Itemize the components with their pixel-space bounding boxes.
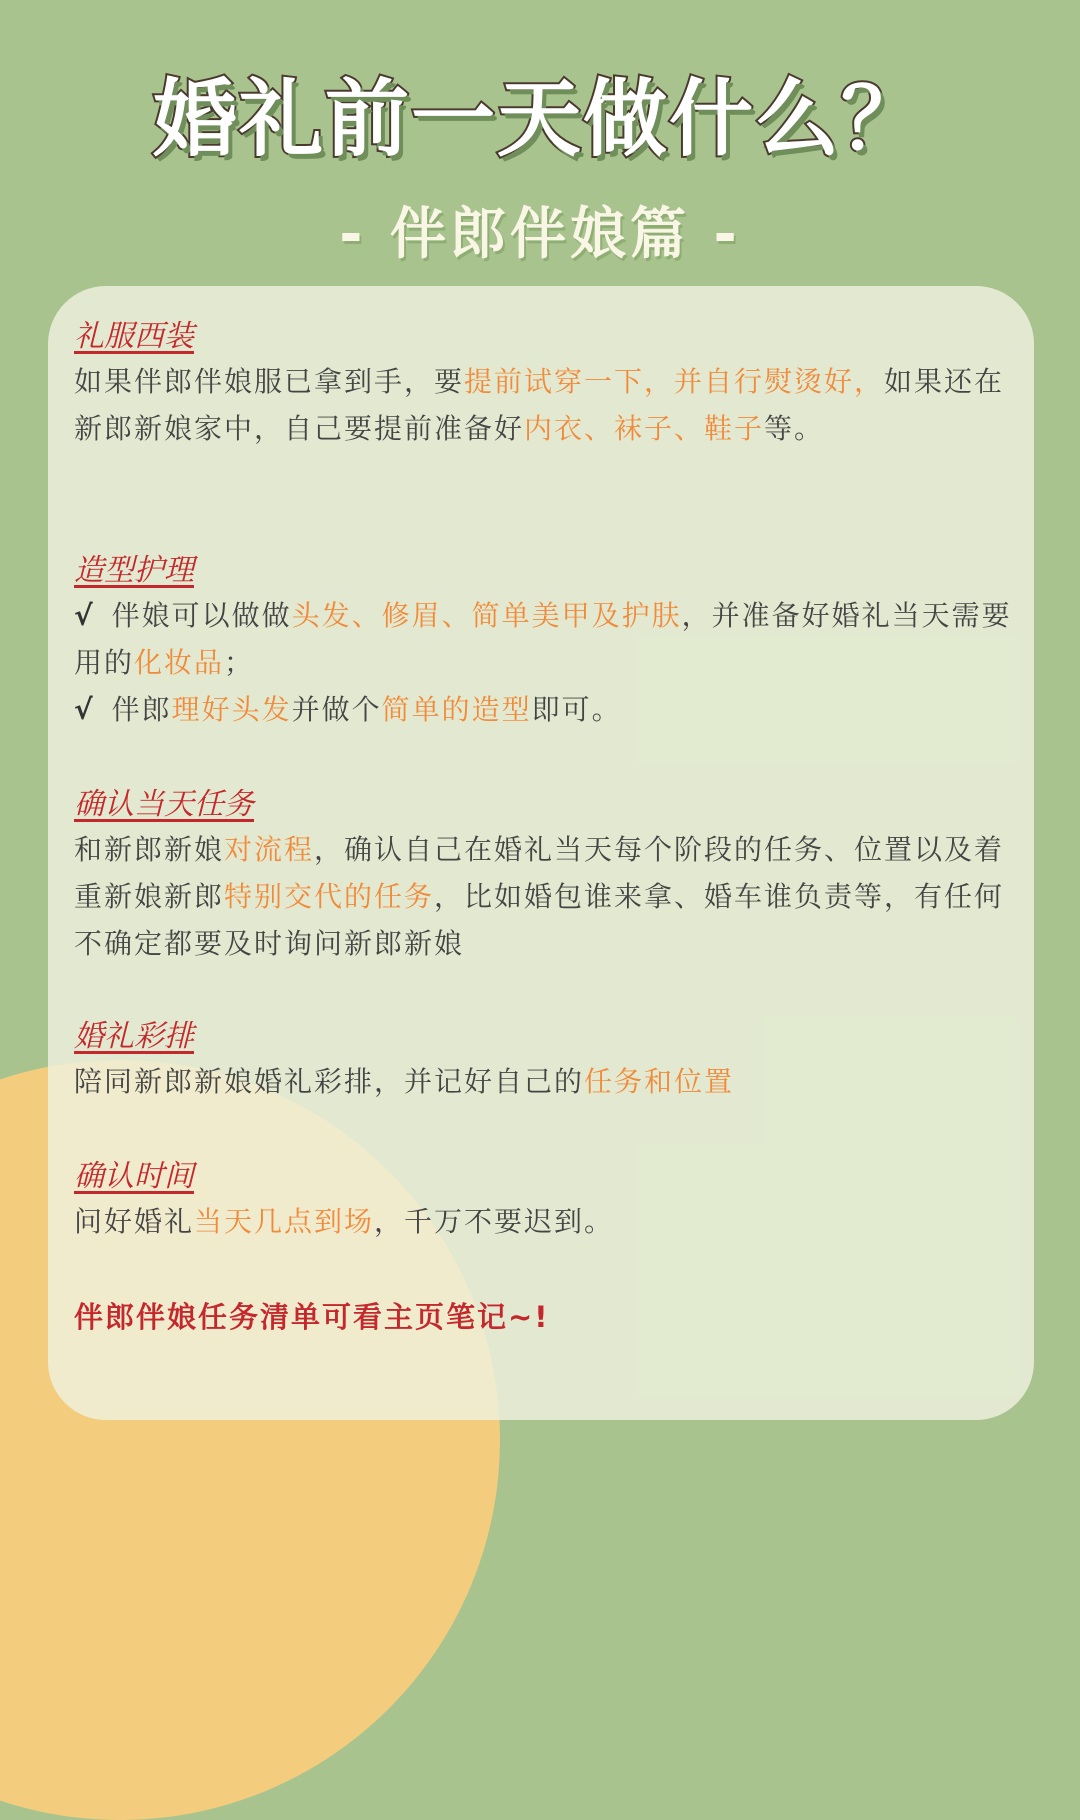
check-icon: √	[74, 599, 95, 632]
highlight-text: 对流程	[224, 833, 315, 866]
section-tasks	[74, 784, 1014, 967]
page-title: 婚礼前一天做什么？	[152, 70, 927, 168]
text-run: 如果伴郎伴娘服已拿到手，要	[74, 365, 465, 398]
section-paragraph	[74, 826, 1014, 967]
text-run: 并做个	[291, 693, 382, 726]
text-run: ，比如婚包谁来拿、婚车谁负责等，有任何不确定都要及时询问新郎新娘	[74, 880, 1005, 960]
text-run: 问好婚礼	[74, 1205, 195, 1238]
section-heading: 礼服西装	[74, 319, 194, 354]
highlight-text: 内衣、袜子、鞋子	[524, 412, 765, 445]
highlight-text: 提前试穿一下，并自行熨烫好，	[464, 365, 885, 398]
section-paragraph	[74, 358, 1014, 452]
highlight-text: 特别交代的任务	[224, 880, 435, 913]
check-icon: √	[74, 693, 95, 726]
highlight-text: 化妆品	[134, 646, 225, 679]
page-subtitle: - 伴郎伴娘篇 -	[339, 202, 741, 267]
section-heading: 确认当天任务	[74, 787, 254, 822]
section-paragraph	[74, 592, 1014, 686]
highlight-text: 当天几点到场	[194, 1205, 375, 1238]
section-styling	[74, 550, 1014, 733]
text-run: 即可。	[531, 693, 622, 726]
highlight-text: 任务和位置	[584, 1065, 735, 1098]
text-run: 伴娘可以做做	[100, 599, 292, 632]
text-run: ，并准备好婚礼当天需要用的	[74, 599, 1012, 679]
section-paragraph	[74, 1058, 1014, 1105]
section-dress	[74, 316, 1014, 452]
text-run: 如果还在新郎新娘家中，自己要提前准备好	[74, 365, 1005, 445]
text-run: ；	[224, 646, 255, 679]
section-rehearsal	[74, 1016, 1014, 1105]
section-heading: 确认时间	[74, 1159, 194, 1194]
text-run: ，千万不要迟到。	[374, 1205, 615, 1238]
text-run: 和新郎新娘	[74, 833, 225, 866]
section-heading: 造型护理	[74, 553, 194, 588]
section-paragraph	[74, 1198, 1014, 1245]
footer-note: 伴郎伴娘任务清单可看主页笔记~!	[74, 1300, 550, 1334]
section-heading: 婚礼彩排	[74, 1019, 194, 1054]
text-run: 陪同新郎新娘婚礼彩排，并记好自己的	[74, 1065, 585, 1098]
highlight-text: 头发、修眉、简单美甲及护肤	[291, 599, 682, 632]
highlight-text: 简单的造型	[381, 693, 532, 726]
section-time	[74, 1156, 1014, 1245]
highlight-text: 理好头发	[171, 693, 292, 726]
section-paragraph	[74, 686, 1014, 733]
text-run: ，确认自己在婚礼当天每个阶段的任务、位置以及着重新娘新郎	[74, 833, 1005, 913]
text-run: 伴郎	[100, 693, 172, 726]
text-run: 等。	[764, 412, 825, 445]
